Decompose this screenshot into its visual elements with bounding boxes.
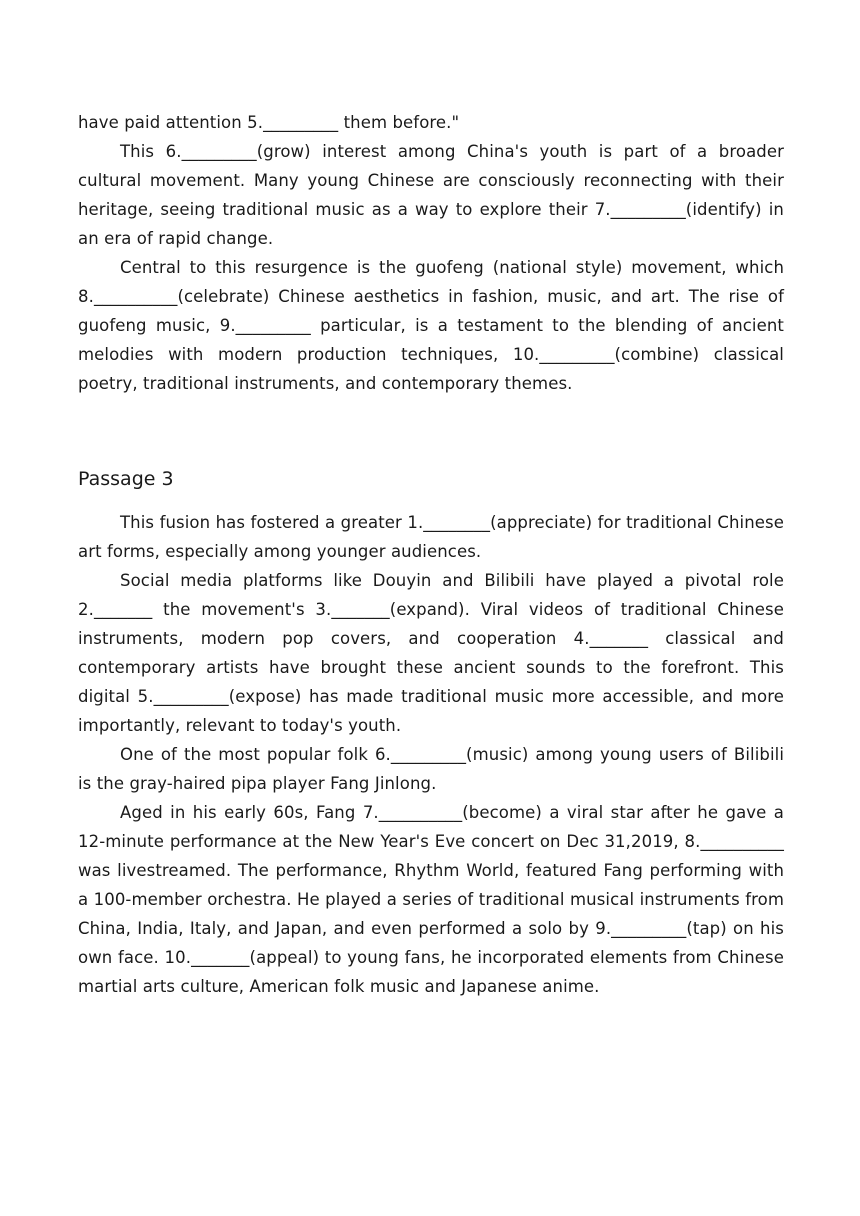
passage3-paragraph-1: This fusion has fostered a greater 1.________(appreciate) for traditional Chinese art forms, especially among younger audiences. xyxy=(78,513,784,561)
passage2-paragraph-1: have paid attention 5._________ them before." xyxy=(78,113,460,132)
passage2-paragraph-2: This 6._________(grow) interest among China's youth is part of a broader cultural movement. Many young Chinese are consciously reconnecting with their heritage, seeing traditional music as a way to explore their 7._________(identify) in an era of rapid change. xyxy=(78,142,784,248)
document-page xyxy=(78,108,784,1001)
passage3-paragraph-4: Aged in his early 60s, Fang 7.__________(become) a viral star after he gave a 12-minute performance at the New Year's Eve concert on Dec 31,2019, 8.__________ was livestreamed. The performance, Rhythm World, featured Fang performing with a 100-member orchestra. He played a series of traditional musical instruments from China, India, Italy, and Japan, and even performed a solo by 9._________(tap) on his own face. 10._______(appeal) to young fans, he incorporated elements from Chinese martial arts culture, American folk music and Japanese anime. xyxy=(78,803,784,996)
passage3-paragraph-3: One of the most popular folk 6._________(music) among young users of Bilibili is the gray-haired pipa player Fang Jinlong. xyxy=(78,745,784,793)
passage2-paragraph-3: Central to this resurgence is the guofeng (national style) movement, which 8.__________(celebrate) Chinese aesthetics in fashion, music, and art. The rise of guofeng music, 9._________ particular, is a testament to the blending of ancient melodies with modern production techniques, 10._________(combine) classical poetry, traditional instruments, and contemporary themes. xyxy=(78,258,784,393)
passage3-paragraph-2: Social media platforms like Douyin and Bilibili have played a pivotal role 2._______ the movement's 3._______(expand). Viral videos of traditional Chinese instruments, modern pop covers, and cooperation 4._______ classical and contemporary artists have brought these ancient sounds to the forefront. This digital 5._________(expose) has made traditional music more accessible, and more importantly, relevant to today's youth. xyxy=(78,571,784,735)
passage3-heading: Passage 3 xyxy=(78,468,174,490)
